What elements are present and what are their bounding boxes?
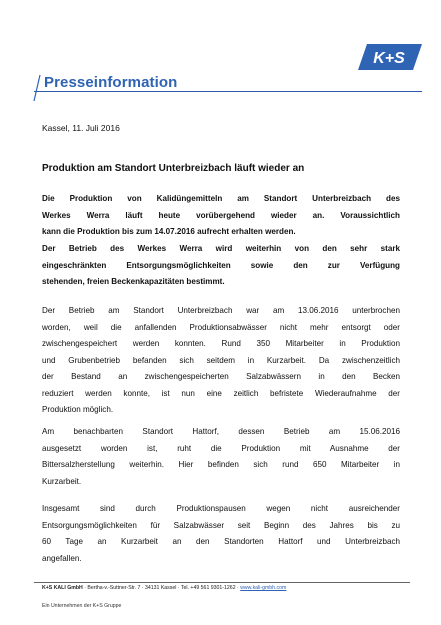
press-date: Kassel, 11. Juli 2016 (42, 123, 120, 133)
page-title: Presseinformation (44, 74, 178, 91)
body-paragraph-3 (42, 501, 400, 567)
intro-line: Die Produktion von Kalidüngemitteln am Standort Unterbreizbach des (42, 194, 400, 203)
body2-line: ausgesetzt worden ist, ruht die Produktion mit Ausnahme der (42, 443, 400, 453)
company-group-note: Ein Unternehmen der K+S Gruppe (42, 603, 122, 609)
body3-line: Insgesamt sind durch Produktionspausen wegen nicht ausreichender (42, 504, 400, 513)
body1-line: und Grubenbetrieb befanden sich seitdem in Kurzarbeit. Da zwischenzeitlich (42, 355, 400, 365)
header-slash-icon (33, 74, 41, 102)
intro-line: Werkes Werra läuft heute vorübergehend wieder an. Voraussichtlich (42, 210, 400, 220)
footer-company: K+S KALI GmbH (42, 585, 83, 591)
footer-contact (42, 585, 286, 591)
intro2-line: eingeschränkten Entsorgungsmöglichkeiten sowie den zur Verfügung (42, 260, 400, 270)
body3-line: Entsorgungsmöglichkeiten für Salzabwässer seit Beginn des Jahres bis zu (42, 520, 400, 530)
body2-line: Am benachbarten Standort Hattorf, dessen Betrieb am 15.06.2016 (42, 427, 400, 436)
press-headline: Produktion am Standort Unterbreizbach läuft wieder an (42, 163, 305, 174)
body1-line: zwischengespeichert werden konnten. Rund 350 Mitarbeiter in Produktion (42, 339, 400, 348)
footer-address: · Bertha-v.-Suttner-Str. 7 · 34131 Kassel · Tel. +49 561 9301-1262 · (82, 585, 241, 591)
body1-line: der Bestand an zwischengespeicherten Salzabwässern in den Becken (42, 372, 400, 381)
body1-line: reduziert werden konnte, ist nun eine zeitlich befristete Wiederaufnahme der (42, 388, 400, 398)
body3-line: angefallen. (42, 553, 82, 563)
intro2-line: Der Betrieb des Werkes Werra wird weiterhin von den sehr stark (42, 244, 400, 253)
body1-line: worden, weil die anfallenden Produktionsabwässer nicht mehr entsorgt oder (42, 322, 400, 332)
intro-paragraph (42, 191, 400, 241)
body2-line: Bittersalzherstellung weiterhin. Hier befinden sich rund 650 Mitarbeiter in (42, 460, 400, 469)
body2-line: Kurzarbeit. (42, 476, 82, 486)
body1-line: Produktion möglich. (42, 405, 114, 414)
intro-paragraph-2 (42, 241, 400, 291)
footer-website-link[interactable]: www.kali-gmbh.com (240, 585, 287, 591)
intro2-line: stehenden, freien Beckenkapazitäten bestimmt. (42, 277, 225, 286)
ks-logo (358, 44, 422, 70)
intro-line: kann die Produktion bis zum 14.07.2016 aufrecht erhalten werden. (42, 227, 296, 236)
body-paragraph-1 (42, 303, 400, 419)
body3-line: 60 Tage an Kurzarbeit an den Standorten Hattorf und Unterbreizbach (42, 537, 400, 546)
body1-line: Der Betrieb am Standort Unterbreizbach war am 13.06.2016 unterbrochen (42, 306, 400, 315)
svg-text:K+S: K+S (373, 50, 405, 67)
ks-logo-icon (358, 44, 422, 70)
body-paragraph-2 (42, 424, 400, 490)
footer-divider (34, 582, 410, 583)
header-divider (34, 91, 422, 92)
